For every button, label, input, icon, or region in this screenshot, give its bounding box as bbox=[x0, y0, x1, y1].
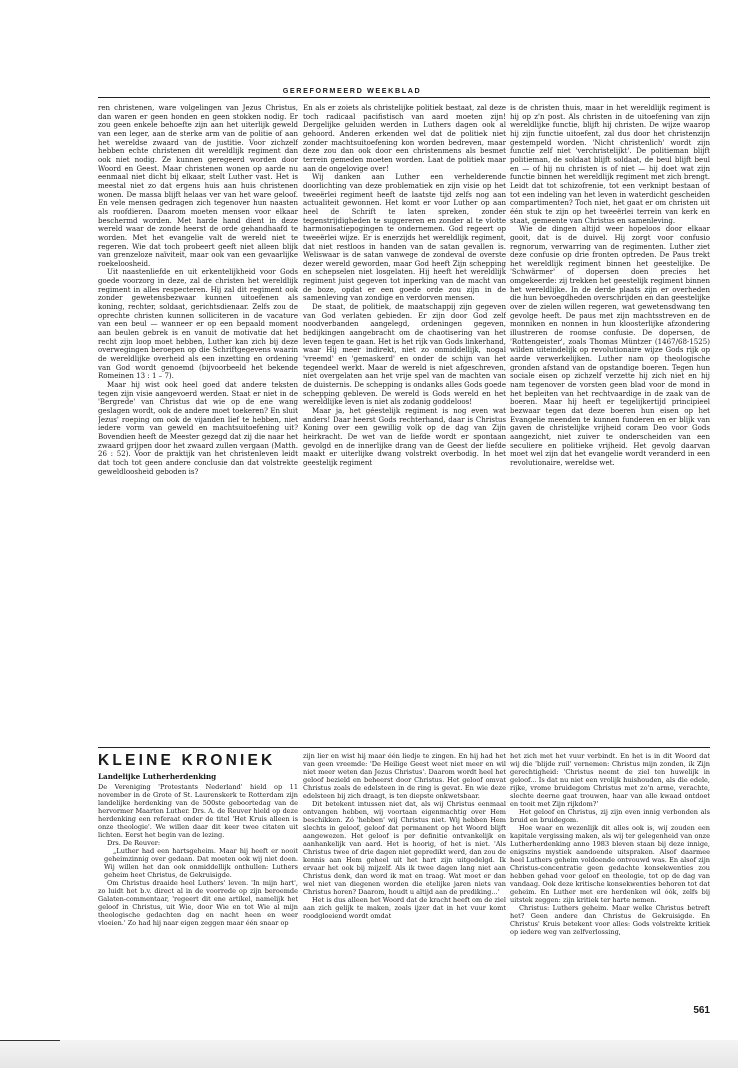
header-rule bbox=[98, 97, 710, 98]
article-column-3 bbox=[510, 104, 710, 744]
kroniek-quote: „Luther had een hartsgeheim. Maar hij heeft er nooit geheimzinnig over gedaan. Dat moeten ook wij niet doen. Wij willen het dan ook onmiddellijk onthullen: Luthers geheim heet Christus, de Gekruisigde. bbox=[104, 847, 298, 879]
kroniek-paragraph: Het is dus alleen het Woord dat de kracht heeft om de ziel aan zich gelijk te maken, zoals ijzer dat in het vuur komt roodgloeiend wordt omdat bbox=[303, 896, 506, 920]
section-rule bbox=[98, 747, 710, 748]
scan-edge-mark bbox=[0, 1040, 60, 1041]
article-paragraph: De staat, de politiek, de maatschappij zijn gegeven van God verlaten gebieden. Er zijn door God zelf noodverbanden aangelegd, ordeningen gegeven, bedijkingen aangebracht om de chaotisering van het leven tegen te gaan. Het is het rijk van Gods linkerhand, waar Hij meer indirekt, niet zo onmiddellijk, nogal 'vreemd' en 'gemaskerd' en onder de schijn van het tegendeel werkt. Maar de wereld is niet afgeschreven, niet overgelaten aan het vrije spel van de machten van de duisternis. De schepping is ondanks alles Gods goede schepping gebleven. De wereld is Gods wereld en het wereldlijke leven is niet als zodanig goddeloos! bbox=[303, 302, 506, 407]
article-paragraph: is de christen thuis, maar in het wereldlijk regiment is hij op z'n post. Als christen in de uitoefening van zijn wereldlijke functie, blijft hij christen. De wijze waarop hij zijn functie uitoefent, zal dus door het christenzijn gestempeld worden. 'Nicht christenlich' wordt zijn functie zelf niet 'verchristelijkt'. De politieman blijft politieman, de soldaat blijft soldaat, de beul blijft beul en — of hij nu christen is of niet — hij doet wat zijn functie binnen het wereldlijk regiment met zich brengt. Leidt dat tot schizofrenie, tot een verknipt bestaan of tot een indeling van het leven in waterdicht gescheiden compartimenten? Toch niet, het gaat er om christen uit één stuk te zijn op het tweeërlei terrein van kerk en staat, gemeente van Christus en samenleving. bbox=[510, 104, 710, 225]
page-number: 561 bbox=[693, 1005, 710, 1016]
kroniek-column-2 bbox=[303, 752, 506, 994]
kroniek-column-3 bbox=[510, 752, 710, 994]
kroniek-title: KLEINE KRONIEK bbox=[98, 752, 276, 769]
article-paragraph: Maar hij wist ook heel goed dat andere teksten tegen zijn visie aangevoerd werden. Staat er niet in de 'Bergrede' van Christus dat wie op de ene wang geslagen wordt, ook de andere moet toekeren? En sluit Jezus' roeping om ook de vijanden lief te hebben, niet iedere vorm van geweld en machtsuitoefening uit? Bovendien heeft de Meester gezegd dat zij die naar het zwaard grijpen door het zwaard zullen vergaan (Matth. 26 : 52). Voor de praktijk van het christenleven leidt dat toch tot geen andere conclusie dan dat volstrekte geweldloosheid geboden is? bbox=[98, 380, 298, 476]
kroniek-column-1 bbox=[98, 783, 298, 993]
kroniek-paragraph: Om Christus draaide heel Luthers' leven. 'In mijn hart', zo luidt het b.v. direct al in de voorrede op zijn beroemde Galaten-commentaar, 'regeert dit ene artikel, namelijk het geloof in Christus, uit Wie, door Wie en tot Wie al mijn theologische gedachten dag en nacht heen en weer vloeien.' Zo had hij naar eigen zeggen maar één snaar op bbox=[98, 879, 298, 927]
running-header: GEREFORMEERD WEEKBLAD bbox=[282, 86, 422, 95]
kroniek-paragraph: Drs. De Reuver: bbox=[107, 839, 161, 847]
kroniek-subtitle: Landelijke Lutherherdenking bbox=[98, 772, 217, 781]
kroniek-paragraph: Hoe waar en wezenlijk dit alles ook is, wij zouden een kapitale vergissing maken, als wij ter gelegenheid van onze Lutherherdenking anno 1983 bleven staan bij deze innige, enigszins mystiek aandoende uitspraken. Alsof daarmee heel Luthers geheim voldoende ontvouwd was. En alsof zijn Christus-concentratie geen gedachte konsekwenties zou hebben gehad voor geloof en theologie, tot op de dag van vandaag. Ook deze kritische konsekwenties behoren tot dat geheim. En Luther met ere herdenken wil óók, zelfs bij uitstek zeggen: zijn kritiek ter harte nemen. bbox=[510, 824, 710, 904]
kroniek-paragraph: De Vereniging 'Protestants Nederland' hield op 11 november in de Grote of St. Laurenskerk te Rotterdam zijn landelijke herdenking van de 500ste geboortedag van de hervormer Maarten Luther. Drs. A. de Reuver hield op deze herdenking een referaat onder de titel 'Het Kruis alleen is onze theologie'. We willen daar dit keer twee citaten uit lichten. Eerst het begin van de lezing. bbox=[98, 783, 298, 839]
article-column-1 bbox=[98, 104, 298, 744]
article-paragraph: ren christenen, ware volgelingen van Jezus Christus, dan waren er geen honden en geen stokken nodig. Er zou geen enkele behoefte zijn aan het uiterlijk geweld van een leger, aan de sterke arm van de politie of aan het wereldse zwaard van de justitie. Voor zichzelf hebben echte christenen dit wereldlijk regiment dan ook niet nodig. Ze kunnen geregeerd worden door Woord en Geest. Maar christenen wonen op aarde nu eenmaal niet dicht bij elkaar, stelt Luther vast. Het is meestal niet zo dat ergens huis aan huis christenen wonen. De massa blijft helaas ver van het ware geloof. En vele mensen gedragen zich tegenover hun naasten als roofdieren. Daarom moeten mensen voor elkaar beschermd worden. Met harde hand dient in deze wereld waar de zonde heerst de orde gehandhaafd te worden. Met het evangelie valt de wereld niet te regeren. Wie dat toch probeert geeft niet alleen blijk van grenzeloze naïviteit, maar ook van een gevaarlijke roekeloosheid. bbox=[98, 104, 298, 268]
kroniek-paragraph: het zich met het vuur verbindt. En het is in dit Woord dat wij die 'blijde ruil' vernemen: Christus mijn zonden, ik Zijn gerechtigheid: 'Christus neemt de ziel ten huwelijk in geloof... Is dat nu niet een vrolijk huishouden, als die edele, rijke, vrome bruidegom Christus met zo'n arme, verachte, slechte deerne gaat trouwen, haar van alle kwaad ontdoet en tooit met Zijn rijkdom?' bbox=[510, 752, 710, 808]
article-paragraph: Uit naastenliefde en uit erkentelijkheid voor Gods goede voorzorg in deze, zal de christen het wereldlijk regiment in alles respecteren. Hij zal dit regiment ook zonder gewetensbezwaar kunnen uitoefenen als koning, rechter, soldaat, gerichtsdienaar. Zelfs zou de oprechte christen kunnen solliciteren in de vacature van een beul — wanneer er op een bepaald moment aan beulen gebrek is en vanuit de motivatie dat het recht zijn loop moet hebben, Luther kan zich bij deze overwegingen beroepen op die Schriftgegevens waarin de wereldlijke overheid als een inzetting en ordening van God wordt genoemd (bijvoorbeeld het bekende Romeinen 13 : 1 – 7). bbox=[98, 267, 298, 381]
article-paragraph: Maar ja, het géestelijk regiment is nog even wat anders! Daar heerst Gods rechterhand, daar is Christus Koning over een gewillig volk op de dag van Zijn heirkracht. De wet van de liefde wordt er spontaan gevolgd en de innerlijke drang van de Geest der liefde maakt er uiterlijke dwang volstrekt overbodig. In het geestelijk regiment bbox=[303, 405, 506, 467]
kroniek-paragraph: Het geloof en Christus, zij zijn even innig verbonden als bruid en bruidegom. bbox=[510, 808, 710, 824]
article-paragraph: Wie de dingen altijd weer hopeloos door elkaar gooit, dat is de duivel. Hij zorgt voor confusio regnorum, verwarring van de regimenten. Luther ziet deze confusie op drie fronten optreden. De Paus trekt het wereldlijk regiment binnen het geestelijke. De 'Schwärmer' of dopersen doen precies het omgekeerde: zij trekken het geestelijk regiment binnen het wereldlijke. In de derde plaats zijn er overheden die hun bevoegdheden overschrijden en dan geestelijke over de zielen willen regeren, wat gewetensdwang ten gevolge heeft. De paus met zijn machtsstreven en de monniken en nonnen in hun kloosterlijke afzondering illustreren de roomse confusie. De dopersen, de 'Rottengeister', zoals Thomas Müntzer (1467/68-1525) wilden uiteindelijk op revolutionaire wijze Gods rijk op aarde verwerkelijken. Luther nam op theologische gronden afstand van de opstandige boeren. Tegen hun sociale eisen op zichzelf verzette hij zich niet en hij nam tegenover de vorsten geen blad voor de mond in het bepleiten van het rechtvaardige in de zaak van de boeren. Maar hij heeft er tegelijkertijd principieel bezwaar tegen dat deze boeren hun eisen op het Evangelie meenden te kunnen funderen en er blijk van gaven de christelijke vrijheid coram Deo voor Gods aangezicht, niet zuiver te onderscheiden van een seculiere en politieke vrijheid. Het gevolg daarvan moet wel zijn dat het evangelie wordt veranderd in een revolutionaire, wereldse wet. bbox=[510, 224, 710, 467]
kroniek-paragraph: Dit betekent intussen niet dat, als wij Christus eenmaal ontvangen hebben, wij voortaan eigenmachtig over Hem beschikken. Zó 'hebben' wij Christus niet. Wij hebben Hem slechts in geloof, geloof dat permanent op het Woord blijft aangewezen. Het geloof is per definitie ontvankelijk en aanhankelijk van aard. Het is hoorig, of het is niet. 'Als Christus twee of drie dagen niet gepredikt werd, dan zou de kennis aan Hem geheel uit het hart zijn uitgedelgd. Ik ervaar het ook bij mijzelf. Als ik twee dagen lang niet aan Christus denk, dan word ik mat en traag. Wat moet er dan wel niet van diegenen worden die etelijke jaren niets van Christus horen? Daarom, houdt u altijd aan de prediking...' bbox=[303, 800, 506, 896]
article-paragraph: Wij danken aan Luther een verhelderende doorlichting van deze problematiek en zijn visie op het tweeërlei regiment heeft de laatste tijd zelfs nog aan actualiteit gewonnen. Het komt er voor Luther op aan heel de Schrift te laten spreken, zonder tegenstrijdigheden te suggereren en zonder al te vlotte harmonisatiepogingen te ondernemen. God regeert op tweeërlei wijze. Er is enerzijds het wereldlijk regiment, dat niet restloos in handen van de satan gevallen is. Weliswaar is de satan vanwege de zondeval de overste dezer wereld geworden, maar God heeft Zijn schepping en schepselen niet losgelaten. Hij heeft het wereldlijk regiment juist gegeven tot inperking van de macht van de boze, opdat er een goede orde zou zijn in de samenleving van zondige en verdorven mensen. bbox=[303, 172, 506, 303]
article-paragraph: En als er zoiets als christelijke politiek bestaat, zal deze toch radicaal pacifistisch van aard moeten zijn! Dergelijke geluiden werden in Luthers dagen ook al gehoord. Anderen erkenden wel dat de politiek niet zonder machtsuitoefening kon worden bedreven, maar deze zou dan ook door een christenmens als besmet terrein gemeden moeten worden. Laat de politiek maar aan de ongelovige over! bbox=[303, 104, 506, 173]
kroniek-paragraph: zijn lier en wist hij maar één liedje te zingen. En hij had het van geen vreemde: 'De Heilige Geest weet niet meer en wil niet meer weten dan Jezus Christus'. Daarom wordt heel het geloof bezield en beheerst door Christus. Het geloof omvat Christus zoals de edelsteen in de ring is gevat. En wie deze edelsteen bij zich draagt, is ten diepste onkwetsbaar. bbox=[303, 752, 506, 800]
scan-bottom-edge bbox=[0, 1040, 738, 1068]
kroniek-paragraph: Christus: Luthers geheim. Maar welke Christus betreft het? Geen andere dan Christus de Gekruisigde. En Christus' Kruis betekent voor alles: Gods volstrekte kritiek op iedere weg van zelfverlossing, bbox=[510, 904, 710, 936]
article-column-2 bbox=[303, 104, 506, 744]
